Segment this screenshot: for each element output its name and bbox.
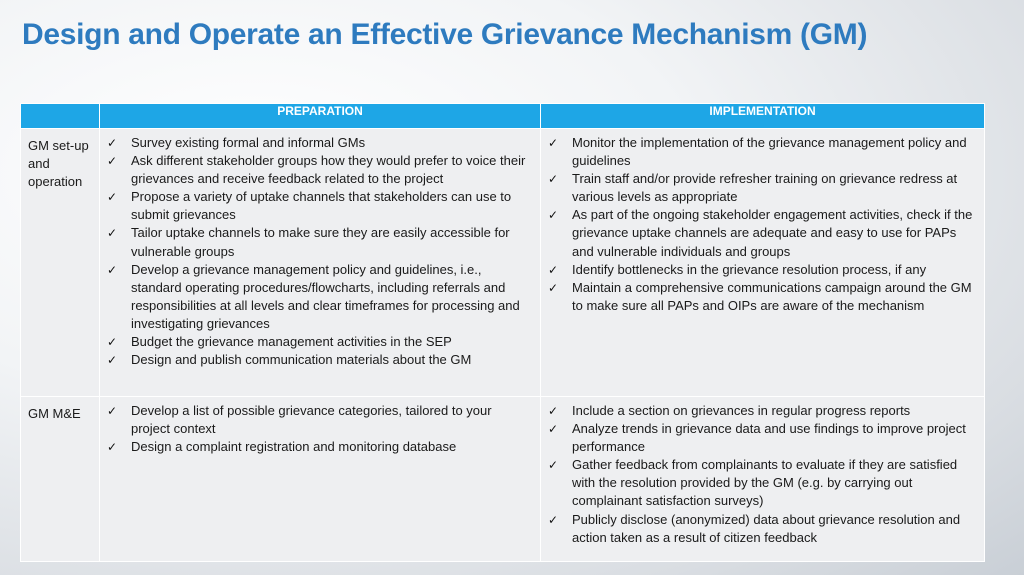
checkmark-icon: ✓: [107, 154, 118, 169]
row-label: GM set-up and operation: [21, 129, 100, 397]
implementation-cell: [541, 397, 985, 562]
list-item: [106, 438, 530, 456]
grievance-table: [20, 103, 985, 562]
list-item: [547, 511, 974, 547]
checkmark-icon: ✓: [548, 262, 559, 277]
checkmark-icon: ✓: [107, 190, 118, 205]
list-item-text: Survey existing formal and informal GMs: [131, 135, 366, 150]
list-item: [106, 402, 530, 438]
checkmark-icon: ✓: [107, 136, 118, 150]
list-item-text: Identify bottlenecks in the grievance resolution process, if any: [572, 261, 927, 277]
list-item: [106, 261, 530, 333]
list-item-text: Propose a variety of uptake channels that stakeholders can use to submit grievances: [131, 189, 512, 223]
list-item: [547, 261, 974, 279]
preparation-cell: [100, 397, 541, 562]
checkmark-icon: ✓: [548, 208, 559, 223]
list-item-text: Gather feedback from complainants to evaluate if they are satisfied with the resolution provided by the GM (e.g. by carrying out complainant satisfaction surveys): [572, 457, 958, 509]
checkmark-icon: ✓: [548, 404, 559, 418]
checkmark-icon: ✓: [548, 458, 559, 473]
table-header-row: [21, 104, 985, 129]
list-item: [106, 152, 530, 188]
header-implementation: IMPLEMENTATION: [541, 104, 985, 129]
checkmark-icon: ✓: [107, 335, 118, 350]
list-item: [547, 420, 974, 456]
list-item: [106, 224, 530, 260]
preparation-cell: [100, 129, 541, 397]
list-item: [547, 456, 974, 510]
list-item: [106, 134, 530, 152]
check-list: [106, 134, 530, 369]
list-item: [106, 351, 530, 369]
list-item: [106, 188, 530, 224]
list-item-text: Monitor the implementation of the grievance management policy and guidelines: [572, 135, 967, 169]
list-item-text: Tailor uptake channels to make sure they are easily accessible for vulnerable groups: [131, 225, 510, 259]
list-item: [106, 333, 530, 351]
list-item-text: Maintain a comprehensive communications campaign around the GM to make sure all PAPs and OIPs are aware of the mechanism: [572, 279, 972, 313]
header-preparation: PREPARATION: [100, 104, 541, 129]
list-item-text: Analyze trends in grievance data and use findings to improve project performance: [572, 421, 966, 455]
list-item-text: Budget the grievance management activities in the SEP: [131, 334, 452, 350]
row-label: GM M&E: [21, 397, 100, 562]
checkmark-icon: ✓: [107, 440, 118, 455]
checkmark-icon: ✓: [548, 136, 559, 150]
checkmark-icon: ✓: [548, 512, 559, 527]
checkmark-icon: ✓: [548, 422, 559, 437]
list-item-text: Develop a grievance management policy and guidelines, i.e., standard operating procedures/flowcharts, including referrals and responsibilities at all levels and clear timeframes for processing and investigating grievances: [131, 261, 520, 331]
checkmark-icon: ✓: [107, 404, 118, 418]
list-item-text: As part of the ongoing stakeholder engagement activities, check if the grievance uptake channels are adequate and easy to use for PAPs and vulnerable individuals and groups: [572, 207, 973, 259]
list-item-text: Design a complaint registration and monitoring database: [131, 439, 457, 455]
list-item-text: Include a section on grievances in regular progress reports: [572, 403, 911, 418]
header-blank: [21, 104, 100, 129]
list-item-text: Train staff and/or provide refresher training on grievance redress at various levels as appropriate: [572, 171, 958, 205]
checkmark-icon: ✓: [548, 280, 559, 295]
list-item: [547, 134, 974, 170]
checkmark-icon: ✓: [107, 262, 118, 277]
implementation-cell: [541, 129, 985, 397]
checkmark-icon: ✓: [107, 226, 118, 241]
list-item-text: Develop a list of possible grievance categories, tailored to your project context: [131, 403, 492, 437]
list-item: [547, 170, 974, 206]
list-item-text: Ask different stakeholder groups how they would prefer to voice their grievances and receive feedback related to the project: [131, 153, 526, 187]
list-item: [547, 279, 974, 315]
check-list: [547, 134, 974, 315]
list-item-text: Design and publish communication materials about the GM: [131, 352, 472, 368]
list-item: [547, 206, 974, 260]
page-title: Design and Operate an Effective Grievance Mechanism (GM): [22, 18, 868, 51]
table-row: [21, 397, 985, 562]
table-row: [21, 129, 985, 397]
list-item: [547, 402, 974, 420]
checkmark-icon: ✓: [548, 172, 559, 187]
check-list: [106, 402, 530, 456]
list-item-text: Publicly disclose (anonymized) data about grievance resolution and action taken as a result of citizen feedback: [572, 511, 961, 545]
check-list: [547, 402, 974, 547]
checkmark-icon: ✓: [107, 353, 118, 368]
